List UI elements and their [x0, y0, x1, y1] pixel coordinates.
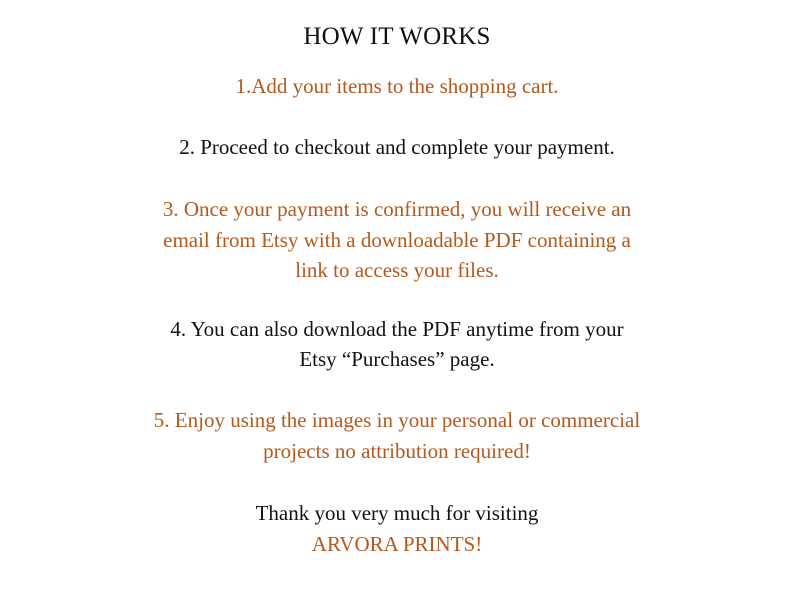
thank-you-line: Thank you very much for visiting: [255, 501, 539, 525]
page-title: HOW IT WORKS: [303, 23, 491, 50]
step-2-line-1: 2. Proceed to checkout and complete your payment.: [179, 135, 615, 159]
step-3-line-3: link to access your files.: [295, 258, 499, 282]
step-5-line-2: projects no attribution required!: [263, 439, 531, 463]
step-5-line-1: 5. Enjoy using the images in your personal or commercial: [153, 408, 641, 432]
step-4-line-1: 4. You can also download the PDF anytime from your: [170, 317, 624, 341]
step-1-line-1: 1.Add your items to the shopping cart.: [235, 74, 559, 98]
step-4-line-2: Etsy “Purchases” page.: [299, 347, 495, 371]
shop-name: ARVORA PRINTS!: [311, 532, 483, 556]
step-3-line-2: email from Etsy with a downloadable PDF containing a: [163, 228, 631, 252]
step-3-line-1: 3. Once your payment is confirmed, you will receive an: [162, 197, 632, 221]
